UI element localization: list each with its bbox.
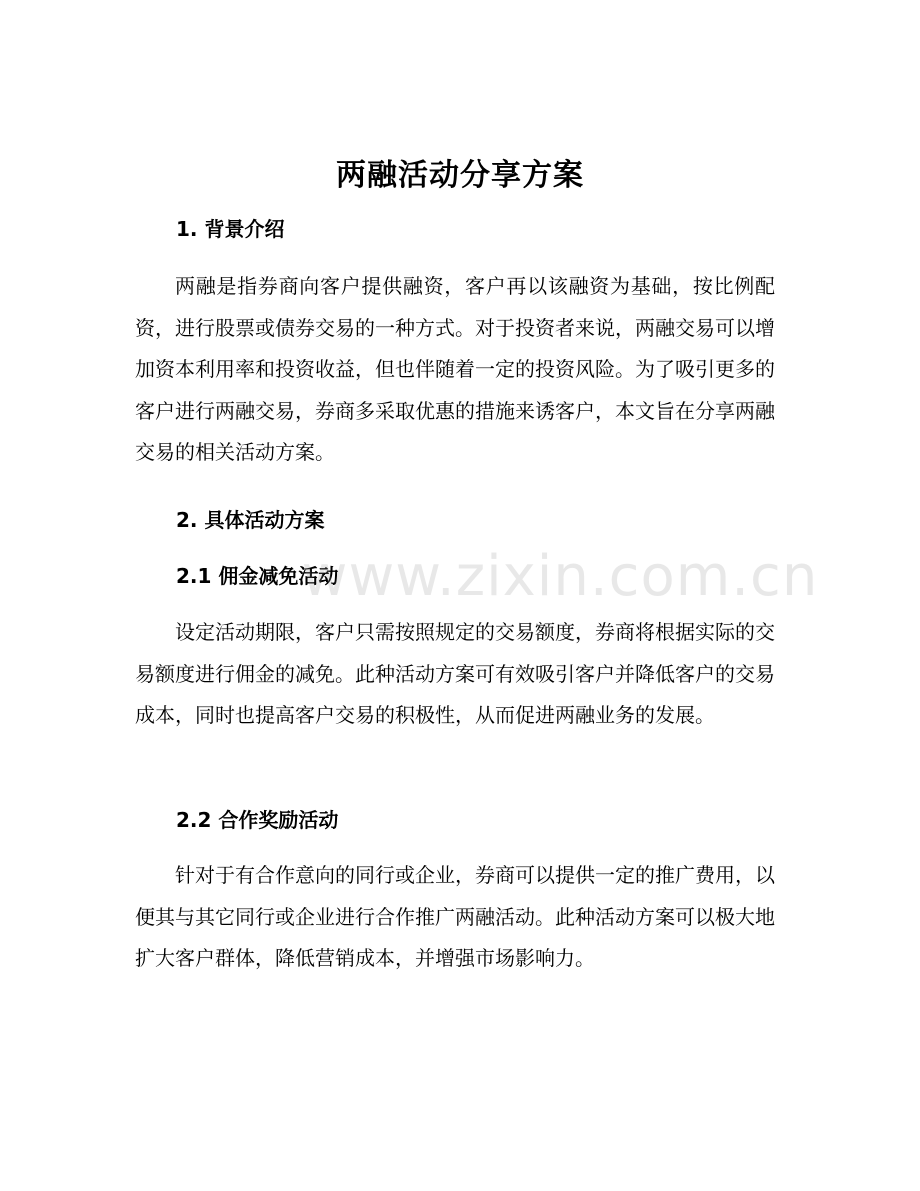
section-heading-background: 1. 背景介绍: [176, 217, 285, 241]
section-heading-commission-waiver: 2.1 佣金减免活动: [176, 564, 339, 588]
section-paragraph-background: 两融是指券商向客户提供融资，客户再以该融资为基础，按比例配资，进行股票或债券交易的一种方式。对于投资者来说，两融交易可以增加资本利用率和投资收益，但也伴随着一定的投资风险。为了吸引更多的客户进行两融交易，券商多采取优惠的措施来诱客户，本文旨在分享两融交易的相关活动方案。: [135, 274, 775, 464]
page-title: 两融活动分享方案: [336, 158, 584, 193]
section-paragraph-commission-waiver: 设定活动期限，客户只需按照规定的交易额度，券商将根据实际的交易额度进行佣金的减免。此种活动方案可有效吸引客户并降低客户的交易成本，同时也提高客户交易的积极性，从而促进两融业务的发展。: [135, 620, 775, 727]
watermark: www.zixin.com.cn: [301, 544, 819, 609]
section-heading-cooperation-reward: 2.2 合作奖励活动: [176, 808, 339, 832]
section-paragraph-cooperation-reward: 针对于有合作意向的同行或企业，券商可以提供一定的推广费用，以便其与其它同行或企业进行合作推广两融活动。此种活动方案可以极大地扩大客户群体，降低营销成本，并增强市场影响力。: [135, 863, 775, 970]
section-heading-activity-plan: 2. 具体活动方案: [176, 508, 325, 532]
